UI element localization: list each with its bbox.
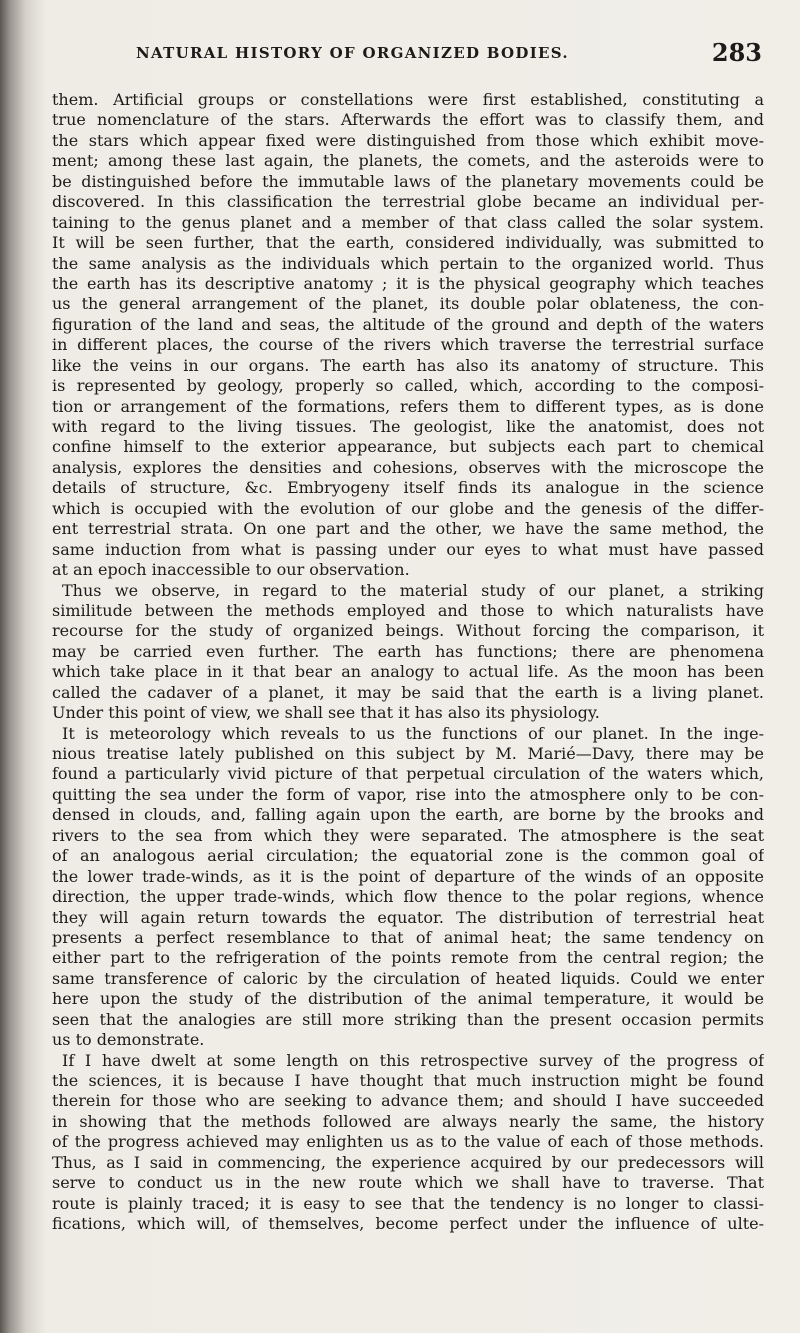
text-line: of an analogous aerial circulation; the equatorial zone is the common goal of	[52, 846, 764, 866]
text-line: the same analysis as the individuals which pertain to the organized world. Thus	[52, 253, 764, 273]
text-line: with regard to the living tissues. The geologist, like the anatomist, does not	[52, 417, 764, 436]
text-line: like the veins in our organs. The earth has also its anatomy of structure. This	[52, 355, 764, 375]
text-line: in different places, the course of the rivers which traverse the terrestrial surface	[52, 335, 764, 355]
text-line: ent terrestrial strata. On one part and the other, we have the same method, the	[52, 519, 764, 539]
text-line: the earth has its descriptive anatomy ; it is the physical geography which teaches	[52, 273, 764, 293]
text-line: If I have dwelt at some length on this retrospective survey of the progress of	[62, 1050, 764, 1070]
text-line: fications, which will, of themselves, become perfect under the influence of ulte-	[52, 1214, 764, 1234]
paragraph	[52, 90, 764, 581]
text-line: similitude between the methods employed and those to which naturalists have	[52, 600, 764, 620]
text-line: confine himself to the exterior appearance, but subjects each part to chemical	[52, 437, 764, 457]
text-line: same induction from what is passing under our eyes to what must have passed	[52, 539, 764, 559]
text-line: at an epoch inaccessible to our observation.	[52, 560, 410, 580]
text-line: called the cadaver of a planet, it may be said that the earth is a living planet.	[52, 682, 764, 702]
text-line: densed in clouds, and, falling again upon the earth, are borne by the brooks and	[52, 805, 764, 825]
text-line: seen that the analogies are still more striking than the present occasion permits	[52, 1009, 764, 1029]
text-line: true nomenclature of the stars. Afterwards the effort was to classify them, and	[52, 110, 764, 130]
text-line: which take place in it that bear an analogy to actual life. As the moon has been	[52, 662, 764, 682]
text-line: serve to conduct us in the new route which we shall have to traverse. That	[52, 1173, 764, 1193]
text-line: recourse for the study of organized beings. Without forcing the comparison, it	[52, 621, 764, 641]
text-line: the stars which appear fixed were distinguished from those which exhibit move-	[52, 130, 764, 150]
text-line: Thus, as I said in commencing, the experience acquired by our predecessors will	[52, 1152, 764, 1172]
text-line: the sciences, it is because I have thought that much instruction might be found	[52, 1071, 764, 1090]
text-line: be distinguished before the immutable laws of the planetary movements could be	[52, 171, 764, 191]
text-line: is represented by geology, properly so called, which, according to the composi-	[52, 376, 764, 396]
text-line: direction, the upper trade-winds, which flow thence to the polar regions, whence	[52, 887, 764, 907]
text-line: It is meteorology which reveals to us the functions of our planet. In the inge-	[62, 723, 764, 743]
paragraph	[52, 1051, 764, 1235]
text-line: us to demonstrate.	[52, 1030, 205, 1050]
text-line: them. Artificial groups or constellations were first established, constituting a	[52, 90, 764, 109]
text-line: taining to the genus planet and a member of that class called the solar system.	[52, 212, 764, 232]
text-line: they will again return towards the equator. The distribution of terrestrial heat	[52, 907, 764, 927]
text-line: therein for those who are seeking to advance them; and should I have succeeded	[52, 1091, 764, 1111]
text-line: of the progress achieved may enlighten us as to the value of each of those methods.	[52, 1132, 764, 1152]
running-title: NATURAL HISTORY OF ORGANIZED BODIES.	[136, 44, 569, 62]
text-line: Thus we observe, in regard to the material study of our planet, a striking	[62, 580, 764, 600]
text-line: analysis, explores the densities and cohesions, observes with the microscope the	[52, 457, 764, 477]
text-line: rivers to the sea from which they were separated. The atmosphere is the seat	[52, 825, 764, 845]
text-line: details of structure, &c. Embryogeny itself finds its analogue in the science	[52, 478, 764, 498]
text-line: us the general arrangement of the planet, its double polar oblateness, the con-	[52, 294, 764, 314]
text-line: nious treatise lately published on this subject by M. Marié—Davy, there may be	[52, 744, 764, 763]
page-number: 283	[711, 38, 762, 67]
text-line: which is occupied with the evolution of our globe and the genesis of the differ-	[52, 498, 764, 518]
text-line: It will be seen further, that the earth, considered individually, was submitted to	[52, 233, 764, 253]
text-line: route is plainly traced; it is easy to see that the tendency is no longer to classi-	[52, 1193, 764, 1213]
page-body	[52, 90, 764, 1235]
paragraph	[52, 724, 764, 1051]
text-line: ment; among these last again, the planets, the comets, and the asteroids were to	[52, 151, 764, 171]
text-line: Under this point of view, we shall see that it has also its physiology.	[52, 703, 600, 723]
text-line: tion or arrangement of the formations, refers them to different types, as is done	[52, 396, 764, 416]
text-line: figuration of the land and seas, the altitude of the ground and depth of the waters	[52, 314, 764, 334]
text-line: quitting the sea under the form of vapor, rise into the atmosphere only to be con-	[52, 784, 764, 804]
text-line: may be carried even further. The earth has functions; there are phenomena	[52, 641, 764, 661]
text-line: discovered. In this classification the terrestrial globe became an individual per-	[52, 192, 764, 212]
text-line: in showing that the methods followed are always nearly the same, the history	[52, 1111, 764, 1131]
text-line: found a particularly vivid picture of that perpetual circulation of the waters which,	[52, 764, 764, 784]
paragraph	[52, 581, 764, 724]
text-line: presents a perfect resemblance to that of animal heat; the same tendency on	[52, 927, 764, 947]
text-line: the lower trade-winds, as it is the point of departure of the winds of an opposite	[52, 866, 764, 886]
text-line: same transference of caloric by the circulation of heated liquids. Could we enter	[52, 968, 764, 988]
text-line: either part to the refrigeration of the points remote from the central region; the	[52, 948, 764, 968]
text-line: here upon the study of the distribution of the animal temperature, it would be	[52, 989, 764, 1009]
